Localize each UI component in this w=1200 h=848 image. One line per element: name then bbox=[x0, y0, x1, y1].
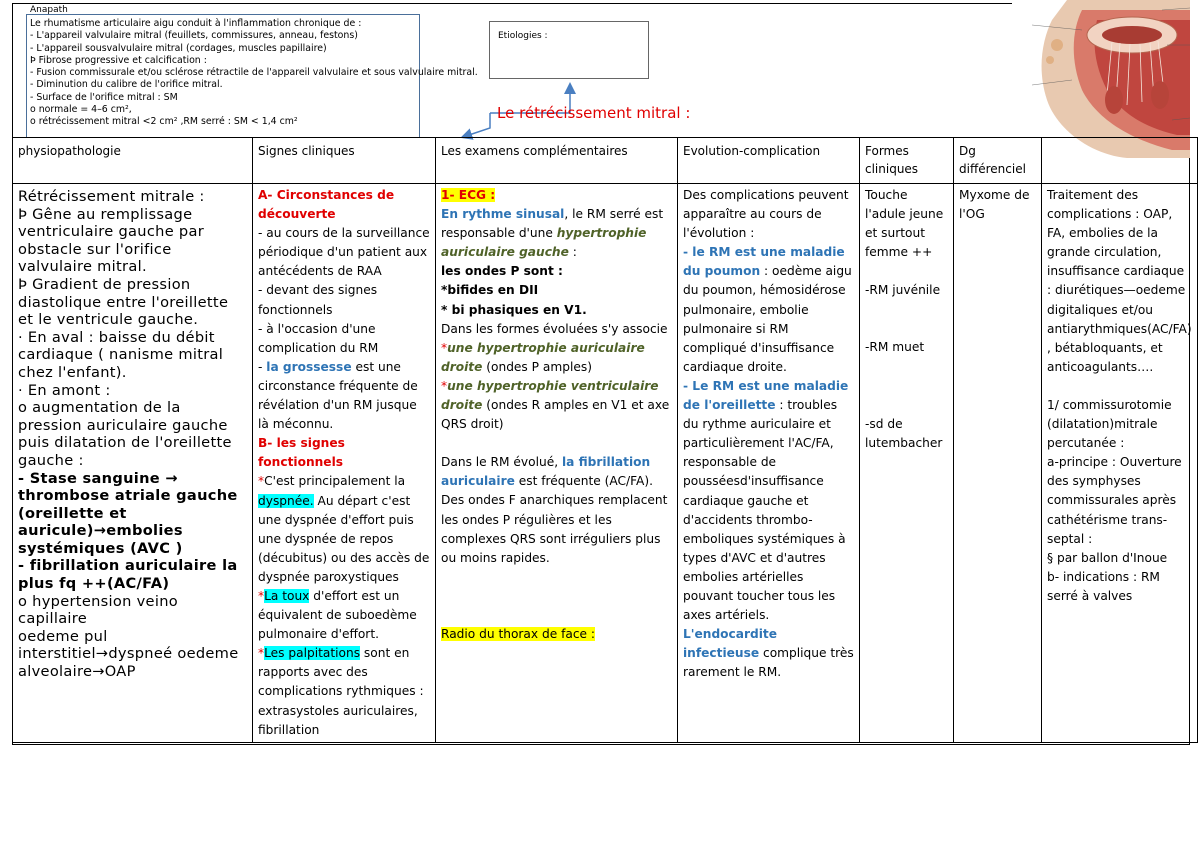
cell-examens bbox=[436, 184, 678, 743]
evolution-c2 bbox=[683, 377, 854, 625]
anapath-line: - L'appareil sousvalvulaire mitral (cordages, muscles papillaire) bbox=[30, 42, 327, 54]
signes-a4 bbox=[258, 358, 430, 434]
text-fragment: d'effort est un équivalent de suboedème pulmonaire d'effort. bbox=[258, 588, 417, 642]
header-physiopathologie: physiopathologie bbox=[13, 138, 253, 184]
physio-line: Rétrécissement mitrale : bbox=[18, 188, 205, 205]
dg-1: Myxome de l'OG bbox=[959, 188, 1030, 222]
text-fragment: : oedème aigu du poumon, hémosidérose pulmonaire, embolie pulmonaire si RM compliqué d'insuffisance cardiaque droite. bbox=[683, 264, 852, 374]
traitement-3: a-principe : Ouverture des symphyses commissurales après cathétérisme trans-septal : bbox=[1047, 455, 1182, 546]
text-fragment: Dans le RM évolué, bbox=[441, 455, 562, 470]
highlight-fa: la fibrillation auriculaire bbox=[441, 455, 651, 489]
physio-line: Þ Gradient de pression diastolique entre l'oreillette et le ventricule gauche. bbox=[18, 275, 229, 329]
signes-b2 bbox=[258, 587, 430, 644]
text-fragment: Au départ c'est une dyspnée d'effort puis une dyspnée de repos (décubitus) ou des accès de dyspnée paroxystiques bbox=[258, 493, 430, 584]
text-fragment: C'est principalement la bbox=[264, 474, 406, 489]
signes-a1: - au cours de la surveillance périodique d'un patient aux antécédents de RAA bbox=[258, 226, 430, 279]
text-fragment: , le RM serré est responsable d'une bbox=[441, 207, 664, 241]
spacer bbox=[441, 587, 672, 606]
etiologies-box bbox=[489, 21, 649, 79]
anapath-text bbox=[30, 18, 478, 129]
physio-line: Þ Gêne au remplissage ventriculaire gauche par obstacle sur l'orifice valvulaire mitral. bbox=[18, 205, 205, 276]
signes-b1 bbox=[258, 472, 430, 587]
radio-title: Radio du thorax de face : bbox=[441, 626, 596, 641]
anapath-line: Le rhumatisme articulaire aigu conduit à l'inflammation chronique de : bbox=[30, 18, 362, 29]
header-evolution: Evolution-complication bbox=[678, 138, 860, 184]
cell-evolution bbox=[678, 184, 860, 743]
spacer bbox=[441, 434, 672, 453]
text-fragment: est une circonstance fréquente de révélation d'un RM jusque là méconnu. bbox=[258, 359, 418, 432]
cell-traitement bbox=[1042, 184, 1198, 743]
spacer bbox=[865, 396, 948, 415]
evolution-c1 bbox=[683, 243, 854, 377]
highlight-palpitations: Les palpitations bbox=[264, 646, 361, 661]
forme-2: -RM juvénile bbox=[865, 283, 941, 298]
forme-3: -RM muet bbox=[865, 340, 925, 355]
physio-line: oedeme pul interstitiel→dyspneé oedeme alveolaire→OAP bbox=[18, 627, 239, 681]
text-fragment: complique très rarement le RM. bbox=[683, 646, 854, 680]
physio-line: o augmentation de la pression auriculaire gauche puis dilatation de l'oreillette gauche : bbox=[18, 399, 232, 469]
cell-signes-cliniques bbox=[253, 184, 436, 743]
highlight-dyspnee: dyspnée. bbox=[258, 493, 314, 508]
signes-section-a-title: A- Circonstances de découverte bbox=[258, 188, 395, 222]
anapath-line: - Diminution du calibre de l'orifice mitral. bbox=[30, 79, 223, 91]
spacer bbox=[1047, 377, 1192, 396]
header-row bbox=[13, 138, 1198, 184]
highlight-hag: hypertrophie auriculaire gauche bbox=[441, 226, 647, 260]
star: * bbox=[258, 474, 265, 489]
anapath-line: o rétrécissement mitral <2 cm² ,RM serré : SM < 1,4 cm² bbox=[30, 116, 298, 128]
anapath-line: - L'appareil valvulaire mitral (feuillets, commissures, anneau, festons) bbox=[30, 30, 358, 42]
evolution-c3 bbox=[683, 625, 854, 682]
signes-b3 bbox=[258, 644, 430, 739]
anapath-line: - Fusion commissurale et/ou sclérose rétractile de l'appareil valvulaire et sous valvulaire mitral. bbox=[30, 67, 478, 79]
spacer bbox=[865, 300, 948, 319]
highlight-rythme-sinusal: En rythme sinusal bbox=[441, 207, 565, 222]
physio-line: - fibrillation auriculaire la plus fq ++(AC/FA) bbox=[18, 557, 238, 593]
spacer bbox=[441, 568, 672, 587]
header-dg-differenciel: Dg différenciel bbox=[954, 138, 1042, 184]
radio-line bbox=[441, 625, 672, 644]
traitement-1: Traitement des complications : OAP, FA, embolies de la grande circulation, insuffisance cardiaque : diurétiques—oedeme digitaliques et/ou antiarythmiques(AC/FA) , bétabloquants, et anticoagulants…. bbox=[1047, 188, 1192, 374]
spacer bbox=[865, 377, 948, 396]
physio-line: · En amont : bbox=[18, 381, 111, 399]
spacer bbox=[865, 358, 948, 377]
star: * bbox=[258, 646, 265, 661]
text-fragment: : troubles du rythme auriculaire et particulièrement l'AC/FA, responsable de pousséesd'insuffisance cardiaque gauche et d'accidents thrombo-emboliques systémiques à types d'AVC et d'autres embolies artérielles pouvant toucher tous les axes artériels. bbox=[683, 398, 846, 623]
traitement-5: b- indications : RM serré à valves bbox=[1047, 569, 1160, 603]
text-fragment: (ondes R amples en V1 et axe QRS droit) bbox=[441, 398, 670, 432]
exam-e8 bbox=[441, 453, 672, 568]
highlight-had: une hypertrophie auriculaire droite bbox=[441, 340, 645, 374]
forme-1: Touche l'adule jeune et surtout femme ++ bbox=[865, 188, 944, 260]
cell-physiopathologie bbox=[13, 184, 253, 743]
text-fragment: - bbox=[258, 359, 267, 374]
ecg-title: 1- ECG : bbox=[441, 188, 496, 202]
exam-e7 bbox=[441, 377, 672, 434]
exam-e3: *bifides en DII bbox=[441, 283, 539, 298]
header-traitement bbox=[1042, 138, 1198, 184]
forme-4: -sd de lutembacher bbox=[865, 416, 943, 450]
signes-section-b-title: B- les signes fonctionnels bbox=[258, 436, 345, 470]
highlight-toux: La toux bbox=[264, 588, 310, 603]
traitement-2: 1/ commissurotomie (dilatation)mitrale percutanée : bbox=[1047, 397, 1172, 451]
anapath-heading: Anapath bbox=[30, 5, 68, 15]
ecg-title-line bbox=[441, 186, 672, 205]
cell-dg-differenciel bbox=[954, 184, 1042, 743]
header-signes-cliniques: Signes cliniques bbox=[253, 138, 436, 184]
star: * bbox=[441, 340, 448, 355]
star: * bbox=[258, 588, 265, 603]
highlight-endocardite: L'endocardite infectieuse bbox=[683, 627, 777, 661]
exam-e1 bbox=[441, 205, 672, 262]
exam-e6 bbox=[441, 339, 672, 377]
highlight-hvd: une hypertrophie ventriculaire droite bbox=[441, 378, 659, 413]
spacer bbox=[865, 319, 948, 338]
signes-a2: - devant des signes fonctionnels bbox=[258, 283, 378, 317]
highlight-maladie-oreillette: - Le RM est une maladie de l'oreillette bbox=[683, 378, 849, 413]
exam-e4: * bi phasiques en V1. bbox=[441, 302, 587, 317]
traitement-4: § par ballon d'Inoue bbox=[1047, 550, 1168, 565]
highlight-grossesse: la grossesse bbox=[266, 359, 352, 374]
anapath-line: o normale = 4–6 cm², bbox=[30, 104, 132, 116]
anapath-line: Þ Fibrose progressive et calcification : bbox=[30, 54, 207, 66]
etiologies-label: Etiologies : bbox=[498, 31, 548, 41]
highlight-maladie-poumon: - le RM est une maladie du poumon bbox=[683, 245, 845, 279]
cell-formes-cliniques bbox=[860, 184, 954, 743]
text-fragment: (ondes P amples) bbox=[482, 359, 592, 374]
spacer bbox=[865, 262, 948, 281]
spacer bbox=[441, 606, 672, 625]
header-formes-cliniques: Formes cliniques bbox=[860, 138, 954, 184]
evolution-intro: Des complications peuvent apparaître au cours de l'évolution : bbox=[683, 188, 849, 241]
mitral-valve-illustration bbox=[1012, 0, 1190, 158]
content-row bbox=[13, 184, 1198, 743]
exam-e5: Dans les formes évoluées s'y associe bbox=[441, 321, 668, 336]
signes-a3: - à l'occasion d'une complication du RM bbox=[258, 321, 379, 355]
physio-line: · En aval : baisse du débit cardiaque ( nanisme mitral chez l'enfant). bbox=[18, 328, 224, 381]
anapath-line: - Surface de l'orifice mitral : SM bbox=[30, 91, 178, 103]
exam-e2: les ondes P sont : bbox=[441, 264, 563, 279]
text-fragment: : bbox=[568, 245, 577, 260]
text-fragment: sont en rapports avec des complications rythmiques : extrasystoles auriculaires, fibrillation bbox=[258, 646, 424, 737]
physio-line: - Stase sanguine → thrombose atriale gauche (oreillette et auricule)→embolies systémiques (AVC ) bbox=[18, 469, 238, 557]
main-table bbox=[12, 137, 1198, 743]
header-examens: Les examens complémentaires bbox=[436, 138, 678, 184]
page-title: Le rétrécissement mitral : bbox=[497, 104, 691, 122]
text-fragment: est fréquente (AC/FA). Des ondes F anarchiques remplacent les ondes P régulières et les complexes QRS sont irréguliers plus ou moins rapides. bbox=[441, 474, 668, 565]
star: * bbox=[441, 378, 448, 393]
physio-line: o hypertension veino capillaire bbox=[18, 592, 178, 628]
